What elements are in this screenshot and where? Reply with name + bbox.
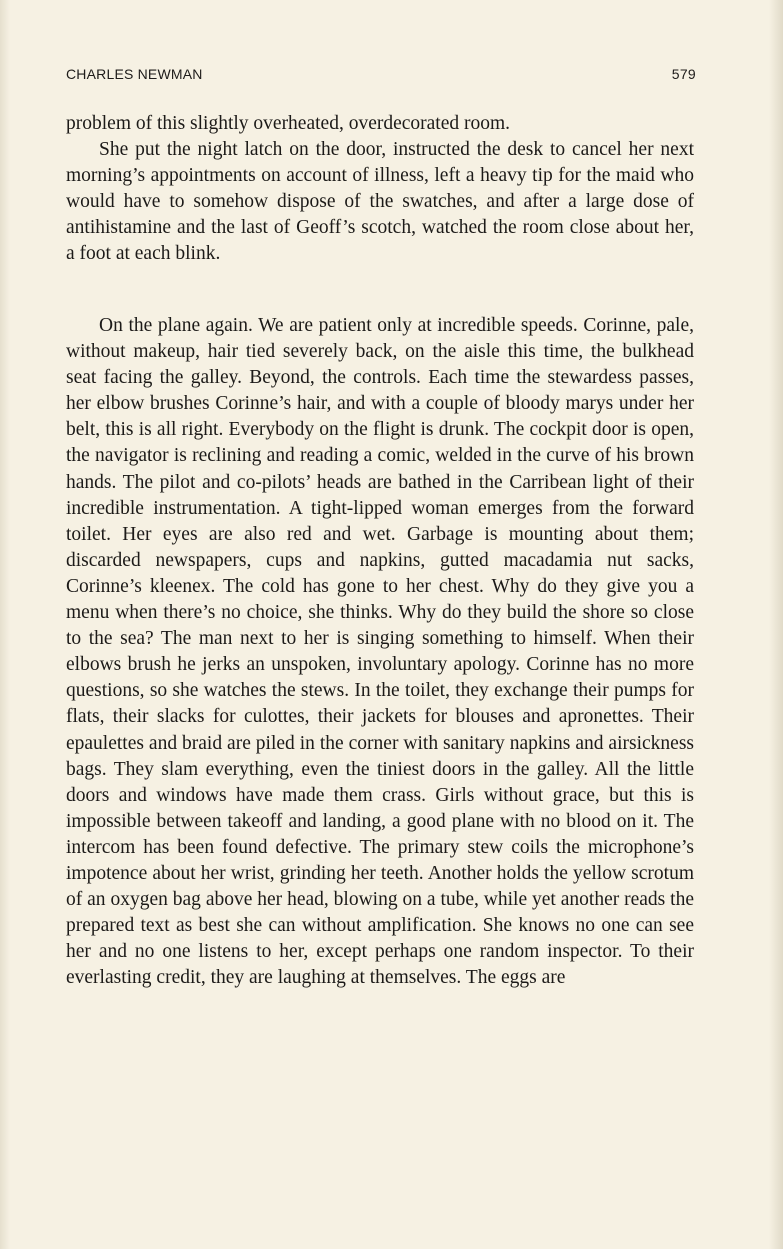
page-right-shadow: [769, 0, 783, 1249]
paragraph: On the plane again. We are patient only at incredible speeds. Corinne, pale, without makeup, hair tied severely back, on the aisle this time, the bulkhead seat facing the galley. Beyond, the controls. Each time the stewardess passes, her elbow brushes Corinne’s hair, and with a couple of bloody marys under her belt, this is all right. Everybody on the flight is drunk. The cockpit door is open, the navigator is reclining and reading a comic, welded in the curve of his brown hands. The pilot and co-pilots’ heads are bathed in the Carribean light of their incredible instrumentation. A tight-lipped woman emerges from the forward toilet. Her eyes are also red and wet. Garbage is mounting about them; discarded newspapers, cups and napkins, gutted macadamia nut sacks, Corinne’s kleenex. The cold has gone to her chest. Why do they give you a menu when there’s no choice, she thinks. Why do they build the shore so close to the sea? The man next to her is singing something to himself. When their elbows brush he jerks an unspoken, involuntary apology. Corinne has no more questions, so she watches the stews. In the toilet, they exchange their pumps for flats, their slacks for culottes, their jackets for blouses and apronettes. Their epaulettes and braid are piled in the corner with sanitary napkins and airsickness bags. They slam everything, even the tiniest doors in the galley. All the little doors and windows have made them crass. Girls without grace, but this is impossible between takeoff and landing, a good plane with no blood on it. The intercom has been found defective. The primary stew coils the microphone’s impotence about her wrist, grinding her teeth. Another holds the yellow scrotum of an oxygen bag above her head, blowing on a tube, while yet another reads the prepared text as best she can without amplification. She knows no one can see her and no one listens to her, except perhaps one random inspector. To their everlasting credit, they are laughing at themselves. The eggs are: [66, 315, 694, 989]
paragraph: She put the night latch on the door, instructed the desk to cancel her next morning’s appointments on account of illness, left a heavy tip for the maid who would have to somehow dispose of the swatches, and after a large dose of antihistamine and the last of Geoff’s scotch, watched the room close about her, a foot at each blink.: [66, 139, 694, 265]
text-section-2: [66, 313, 694, 991]
text-section-1: [66, 111, 694, 268]
page-left-shadow: [0, 0, 10, 1249]
paragraph-continuation: problem of this slightly overheated, overdecorated room.: [66, 113, 511, 134]
page-number: 579: [671, 66, 696, 82]
running-head-author: CHARLES NEWMAN: [66, 66, 203, 82]
running-head: [66, 66, 696, 84]
